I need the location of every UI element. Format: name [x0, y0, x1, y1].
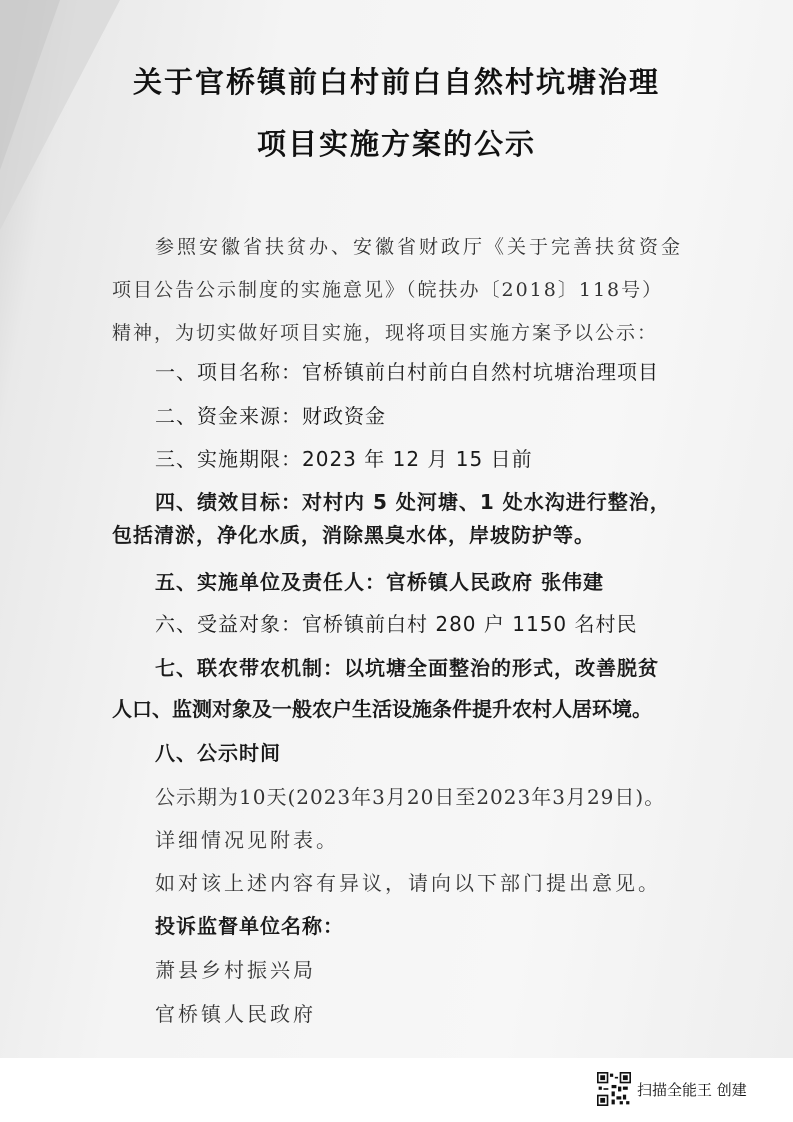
item-goal-line-2: 包括清淤，净化水质，消除黑臭水体，岸坡防护等。	[112, 523, 595, 547]
complaint-heading: 投诉监督单位名称：	[155, 914, 344, 938]
item-deadline: 三、实施期限：2023 年 12 月 15 日前	[155, 447, 533, 471]
item-responsible: 五、实施单位及责任人：官桥镇人民政府 张伟建	[155, 570, 604, 594]
intro-line-2: 项目公告公示制度的实施意见》（皖扶办〔2018〕118号）	[112, 279, 664, 301]
complaint-unit-2: 官桥镇人民政府	[155, 1002, 316, 1026]
title-line-1: 关于官桥镇前白村前白自然村坑塘治理	[132, 65, 660, 99]
item-publicity-heading: 八、公示时间	[155, 741, 281, 765]
complaint-unit-1: 萧县乡村振兴局	[155, 958, 316, 982]
item-goal-line-1: 四、绩效目标：对村内 5 处河塘、1 处水沟进行整治，	[155, 490, 671, 514]
objection-note: 如对该上述内容有异议，请向以下部门提出意见。	[155, 871, 661, 895]
intro-line-3: 精神，为切实做好项目实施，现将项目实施方案予以公示：	[112, 322, 659, 344]
qr-code-icon	[597, 1072, 631, 1106]
publicity-period: 公示期为10天(2023年3月20日至2023年3月29日)。	[155, 785, 666, 809]
scanner-watermark	[597, 1071, 747, 1107]
item-mechanism-line-1: 七、联农带农机制：以坑塘全面整治的形式，改善脱贫	[155, 656, 659, 680]
intro-line-1: 参照安徽省扶贫办、安徽省财政厅《关于完善扶贫资金	[155, 236, 684, 258]
item-project-name: 一、项目名称：官桥镇前白村前白自然村坑塘治理项目	[155, 360, 659, 384]
item-mechanism-line-2: 人口、监测对象及一般农户生活设施条件提升农村人居环境。	[112, 697, 652, 721]
item-fund-source: 二、资金来源：财政资金	[155, 404, 386, 428]
title-line-2: 项目实施方案的公示	[256, 127, 536, 161]
details-note: 详细情况见附表。	[155, 828, 339, 852]
item-beneficiaries: 六、受益对象：官桥镇前白村 280 户 1150 名村民	[155, 612, 638, 636]
scanner-app-label: 扫描全能王 创建	[637, 1080, 747, 1099]
